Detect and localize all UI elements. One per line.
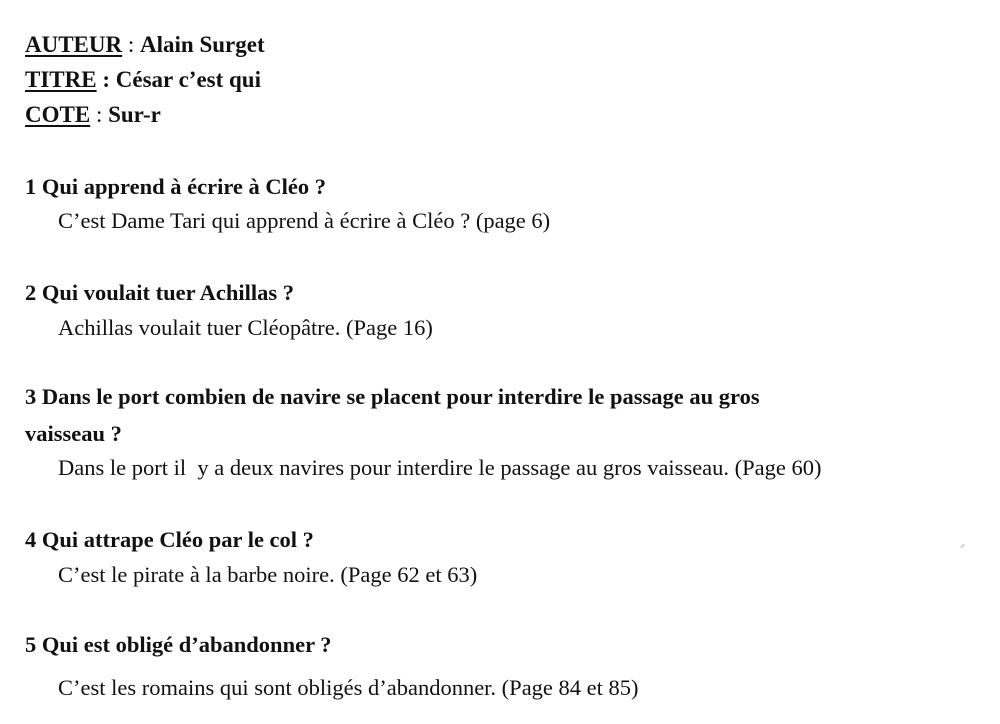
question-2: 2 Qui voulait tuer Achillas ? — [25, 280, 294, 305]
answer-2: Achillas voulait tuer Cléopâtre. (Page 16) — [58, 315, 433, 340]
answer-4: C’est le pirate à la barbe noire. (Page 62 et 63) — [58, 562, 478, 587]
question-5: 5 Qui est obligé d’abandonner ? — [25, 632, 332, 657]
cote-separator: : — [90, 102, 109, 127]
question-3-line-2: vaisseau ? — [25, 421, 122, 446]
cote-value: Sur-r — [108, 102, 161, 127]
title-separator: : — [96, 67, 116, 92]
author-separator: : — [122, 32, 141, 57]
cote-line — [25, 102, 161, 128]
answer-3: Dans le port il y a deux navires pour interdire le passage au gros vaisseau. (Page 60) — [58, 455, 822, 480]
author-line — [25, 32, 265, 58]
title-key: TITRE — [25, 67, 97, 92]
answer-1: C’est Dame Tari qui apprend à écrire à Cléo ? (page 6) — [58, 208, 551, 233]
question-3-line-1: 3 Dans le port combien de navire se placent pour interdire le passage au gros — [25, 384, 760, 409]
title-value: César c’est qui — [115, 67, 261, 92]
author-value: Alain Surget — [140, 32, 265, 57]
question-4: 4 Qui attrape Cléo par le col ? — [25, 527, 314, 552]
answer-5: C’est les romains qui sont obligés d’abandonner. (Page 84 et 85) — [58, 675, 639, 700]
author-key: AUTEUR — [25, 32, 123, 57]
question-1: 1 Qui apprend à écrire à Cléo ? — [25, 174, 327, 199]
title-line — [25, 67, 261, 93]
cote-key: COTE — [25, 102, 91, 127]
scan-speck — [960, 544, 965, 549]
